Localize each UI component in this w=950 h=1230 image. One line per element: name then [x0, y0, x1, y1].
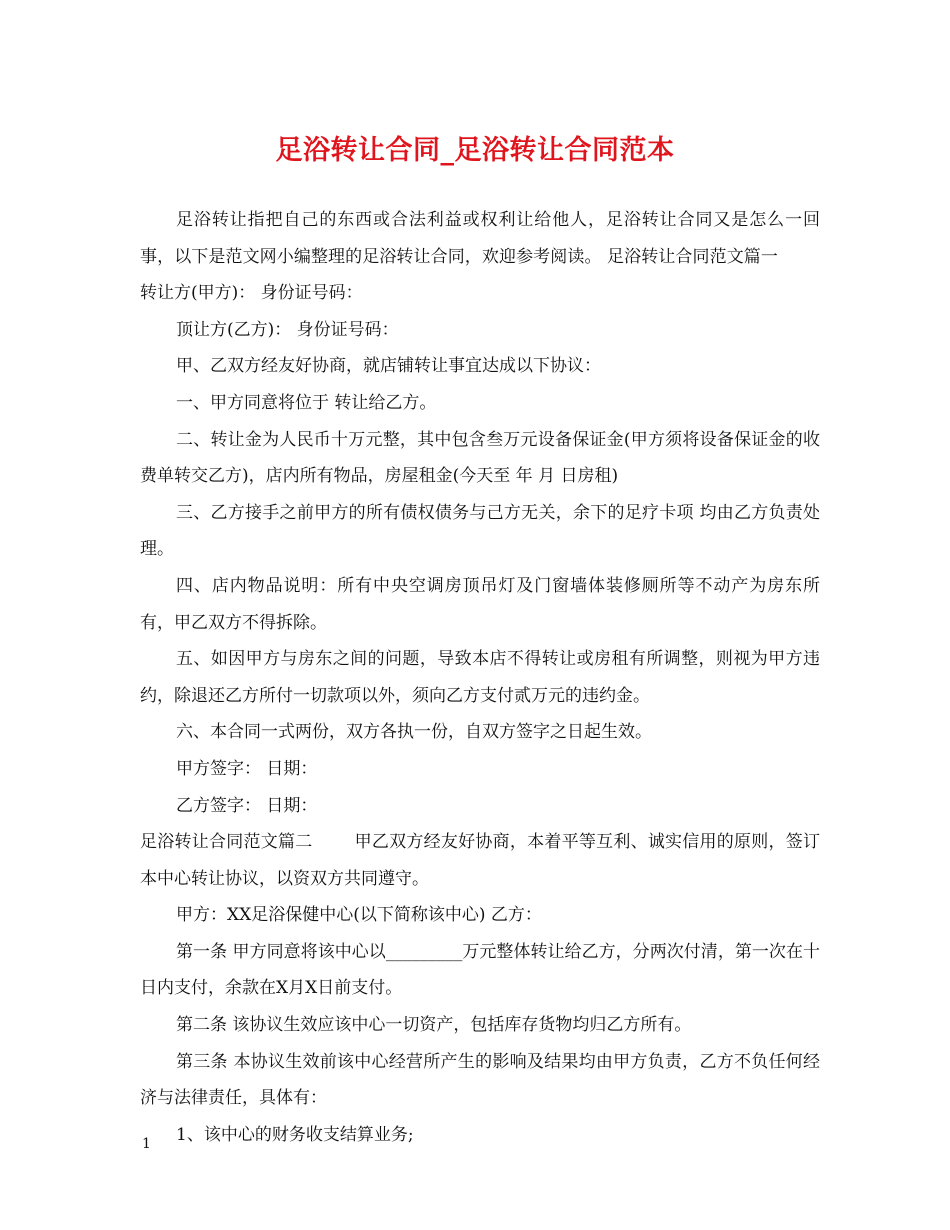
- article-3: 第三条 本协议生效前该中心经营所产生的影响及结果均由甲方负责，乙方不负任何经济与法律责任，具体有：: [140, 1051, 820, 1109]
- signature-party-b: 乙方签字： 日期：: [176, 795, 318, 816]
- agreement-intro: 甲、乙双方经友好协商，就店铺转让事宜达成以下协议：: [176, 356, 601, 377]
- sample-two-paragraph: [140, 824, 820, 897]
- document-title: 足浴转让合同_足浴转让合同范本: [275, 135, 675, 166]
- signature-party-a: 甲方签字： 日期：: [176, 758, 318, 779]
- clause-4: 四、店内物品说明：所有中央空调房顶吊灯及门窗墙体装修厕所等不动产为房东所有，甲乙双方不得拆除。: [140, 575, 820, 633]
- article-2: 第二条 该协议生效应该中心一切资产，包括库存货物均归乙方所有。: [176, 1015, 692, 1036]
- assignor-line: 转让方(甲方)： 身份证号码：: [140, 283, 363, 304]
- intro-paragraph: [140, 202, 820, 312]
- clause-1: 一、甲方同意将位于 转让给乙方。: [176, 392, 437, 413]
- clause-3: 三、乙方接手之前甲方的所有债权债务与己方无关，余下的足疗卡项 均由乙方负责处理。: [140, 502, 820, 560]
- article-1: 第一条 甲方同意将该中心以_________万元整体转让给乙方，分两次付清，第一次在十日内支付，余款在X月X日前支付。: [140, 941, 820, 999]
- assignee-line: 顶让方(乙方)： 身份证号码：: [176, 319, 399, 340]
- parties-line: 甲方：XX足浴保健中心(以下简称该中心) 乙方：: [176, 905, 542, 926]
- document-body: [140, 202, 820, 1153]
- clause-5: 五、如因甲方与房东之间的问题，导致本店不得转让或房租有所调整，则视为甲方违约，除退还乙方所付一切款项以外，须向乙方支付贰万元的违约金。: [140, 649, 820, 706]
- clause-6: 六、本合同一式两份，双方各执一份，自双方签字之日起生效。: [176, 722, 652, 743]
- intro-text: 足浴转让指把自己的东西或合法利益或权利让给他人，足浴转让合同又是怎么一回事，以下是范文网小编整理的足浴转让合同，欢迎参考阅读。 足浴转让合同范文篇一: [140, 210, 820, 267]
- clause-2: 二、转让金为人民币十万元整，其中包含叁万元设备保证金(甲方须将设备保证金的收费单转交乙方)，店内所有物品，房屋租金(今天至 年 月 日房租): [140, 429, 820, 487]
- sample-two-heading: 足浴转让合同范文篇二: [140, 832, 313, 853]
- page-number: 1: [142, 1136, 151, 1152]
- article-3-item-1: 1、该中心的财务收支结算业务;: [176, 1124, 414, 1145]
- sample-two-intro: 甲乙双方经友好协商，本着平等互利、诚实信用的原则，签订本中心转让协议，以资双方共同遵守。: [140, 832, 821, 889]
